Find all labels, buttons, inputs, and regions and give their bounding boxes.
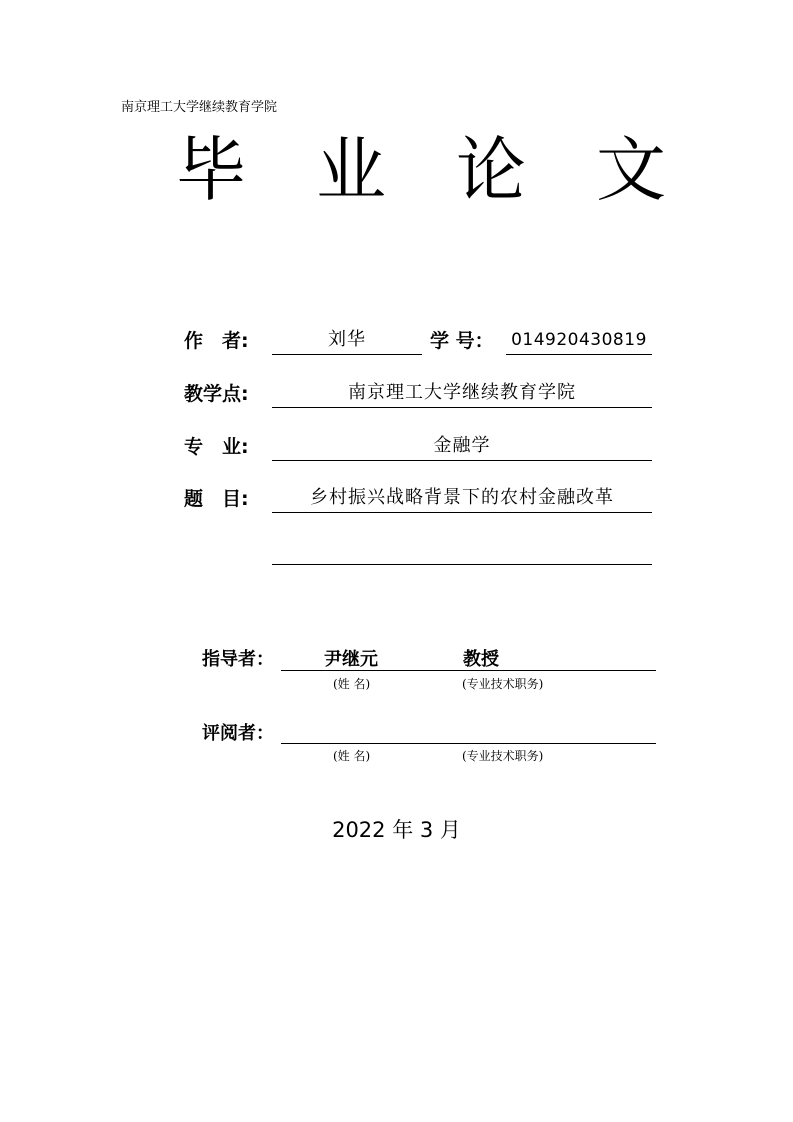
reviewer-underline xyxy=(281,743,656,744)
student-id-value: 014920430819 xyxy=(511,330,647,350)
supervisor-label: 指导者： xyxy=(202,649,274,670)
supervisor-title: 教授 xyxy=(463,649,499,670)
reviewer-title-caption: (专业技术职务) xyxy=(462,749,544,763)
topic-label: 题 目: xyxy=(184,488,249,510)
author-underline xyxy=(272,354,422,355)
reviewer-name-caption: (姓 名) xyxy=(333,749,371,763)
major-value: 金融学 xyxy=(433,435,491,456)
submission-date: 2022 年 3 月 xyxy=(332,818,461,842)
supervisor-underline xyxy=(281,670,656,671)
institution-header: 南京理工大学继续教育学院 xyxy=(121,100,278,115)
major-underline xyxy=(272,460,652,461)
supervisor-title-caption: (专业技术职务) xyxy=(462,677,544,691)
supervisor-name: 尹继元 xyxy=(324,649,378,670)
author-value: 刘华 xyxy=(328,329,366,350)
topic-underline xyxy=(272,512,652,513)
site-value: 南京理工大学继续教育学院 xyxy=(348,382,576,403)
site-underline xyxy=(272,407,652,408)
student-id-underline xyxy=(506,354,652,355)
title-char-2: 业 xyxy=(316,129,386,211)
author-label: 作 者: xyxy=(184,330,249,352)
topic-value: 乡村振兴战略背景下的农村金融改革 xyxy=(310,487,614,508)
title-char-4: 文 xyxy=(596,129,666,211)
major-label: 专 业: xyxy=(184,436,249,458)
title-char-1: 毕 xyxy=(176,129,246,211)
topic-underline-2 xyxy=(272,564,652,565)
site-label: 教学点: xyxy=(184,383,249,405)
reviewer-label: 评阅者： xyxy=(202,723,274,744)
supervisor-name-caption: (姓 名) xyxy=(333,677,371,691)
title-char-3: 论 xyxy=(456,129,526,211)
student-id-label: 学 号： xyxy=(430,330,494,352)
